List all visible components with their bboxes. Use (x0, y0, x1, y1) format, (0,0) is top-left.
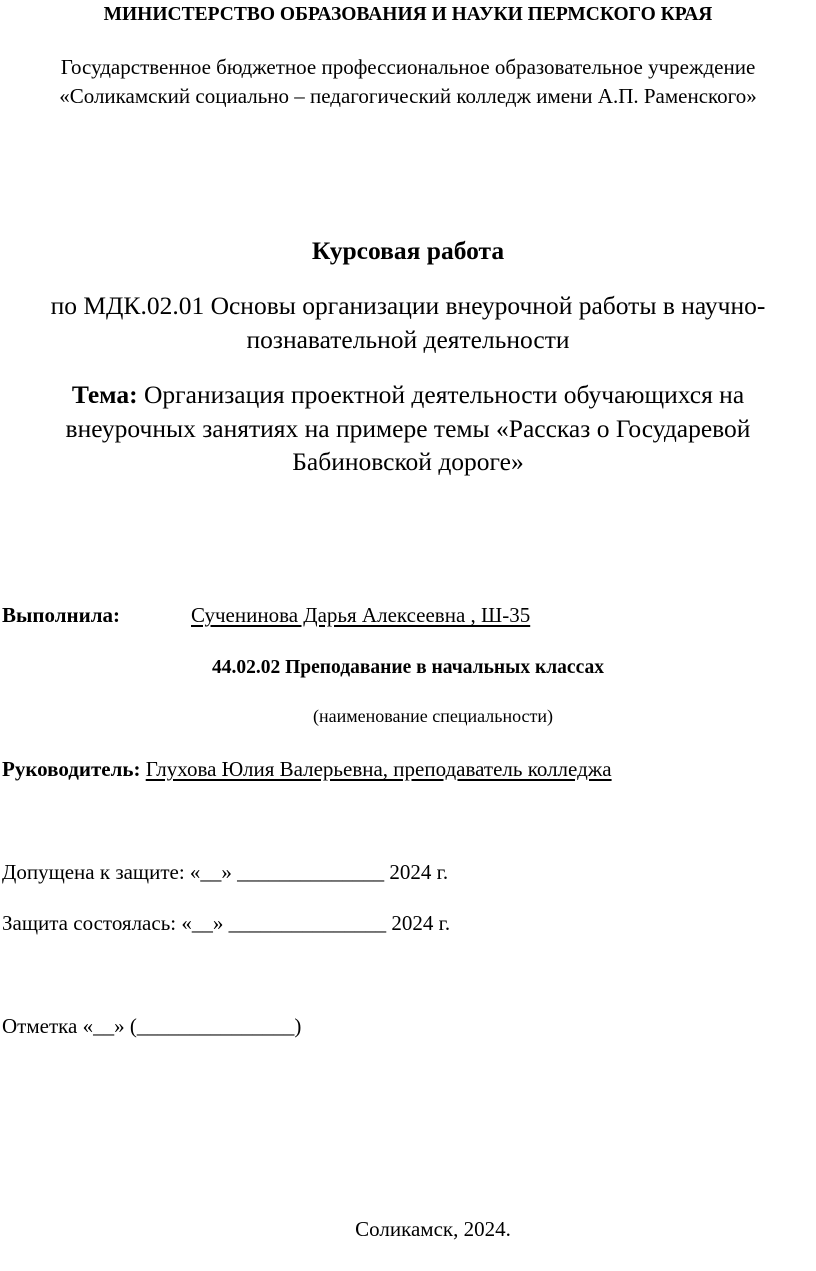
author-value: Сученинова Дарья Алексеевна , Ш-35 (191, 603, 531, 627)
topic-line-1 (0, 380, 816, 410)
topic-text-1: Организация проектной деятельности обучающихся на (144, 380, 745, 409)
topic-line-2: внеурочных занятиях на примере темы «Рассказ о Государевой (65, 414, 751, 443)
institution-line-1: Государственное бюджетное профессиональное образовательное учреждение (60, 55, 756, 79)
work-title: Курсовая работа (311, 236, 505, 265)
institution-line-2: «Соликамский социально – педагогический колледж имени А.П. Раменского» (59, 84, 757, 108)
specialty-caption: (наименование специальности) (312, 706, 554, 726)
discipline-line-2: познавательной деятельности (246, 325, 570, 354)
defense-held: Защита состоялась: «__» _______________ 2024 г. (2, 911, 451, 935)
supervisor-label: Руководитель: (2, 757, 141, 781)
discipline-line-1: по МДК.02.01 Основы организации внеурочной работы в научно- (50, 291, 766, 320)
city-year: Соликамск, 2024. (355, 1217, 511, 1241)
supervisor-value: Глухова Юлия Валерьевна, преподаватель колледжа (145, 757, 612, 781)
defense-admitted: Допущена к защите: «__» ______________ 2024 г. (2, 860, 449, 884)
author-label: Выполнила: (2, 603, 120, 627)
topic-line-3: Бабиновской дороге» (292, 447, 524, 476)
grade-line: Отметка «__» (_______________) (2, 1014, 302, 1038)
topic-label: Тема: (71, 380, 138, 409)
supervisor-row (2, 757, 612, 782)
specialty-value: 44.02.02 Преподавание в начальных классах (212, 657, 604, 678)
ministry-heading: МИНИСТЕРСТВО ОБРАЗОВАНИЯ И НАУКИ ПЕРМСКОГО КРАЯ (103, 4, 713, 25)
